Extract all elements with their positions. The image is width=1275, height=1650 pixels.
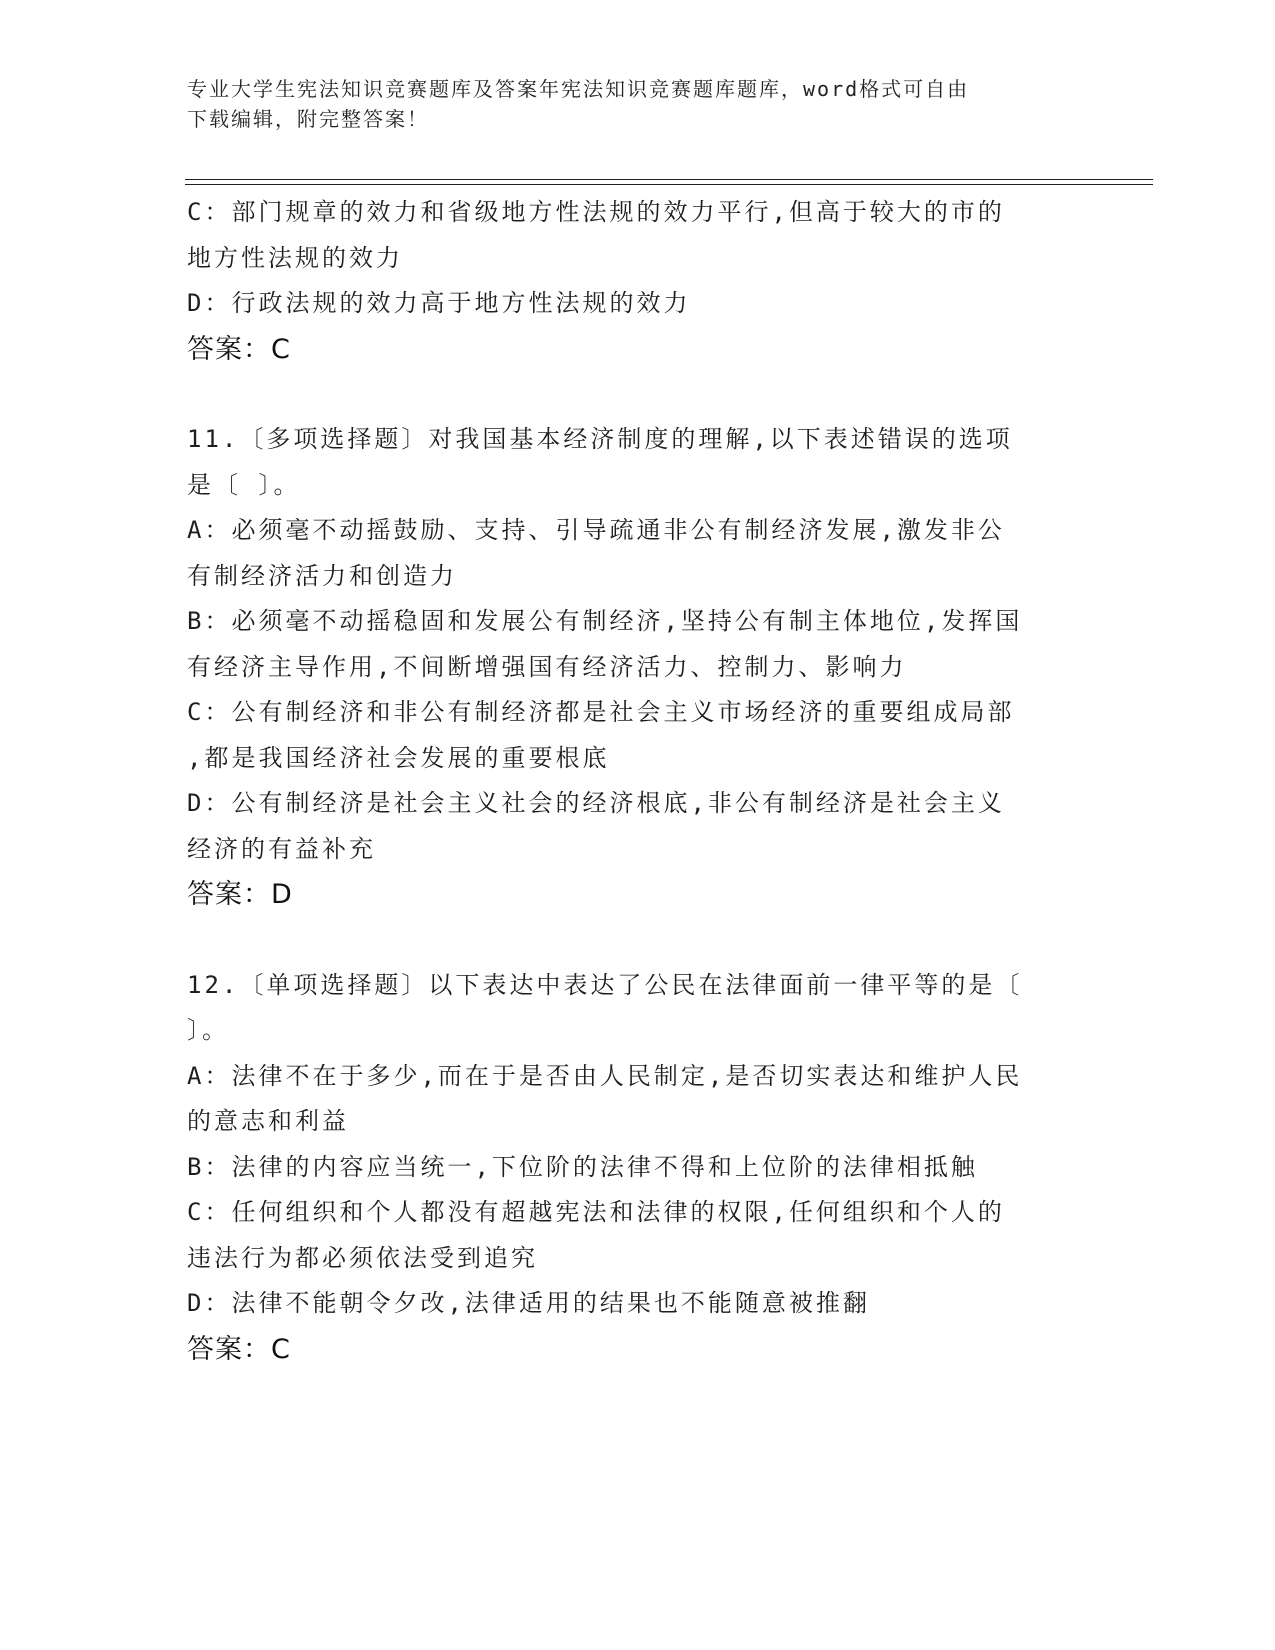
question-stem-line-1: 12.〔单项选择题〕以下表达中表达了公民在法律面前一律平等的是〔 bbox=[187, 970, 1023, 999]
question-stem-line-2: 是〔 〕。 bbox=[187, 470, 301, 499]
option-c-line-2: ,都是我国经济社会发展的重要根底 bbox=[187, 743, 610, 772]
option-a-line-1: A：法律不在于多少,而在于是否由人民制定,是否切实表达和维护人民 bbox=[187, 1061, 1023, 1090]
option-b-line-1: B：必须毫不动摇稳固和发展公有制经济,坚持公有制主体地位,发挥国 bbox=[187, 607, 1023, 635]
question-stem-line-1: 11.〔多项选择题〕对我国基本经济制度的理解,以下表述错误的选项 bbox=[187, 425, 1013, 453]
option-c-line-1: C：任何组织和个人都没有超越宪法和法律的权限,任何组织和个人的 bbox=[187, 1198, 1005, 1226]
option-c-line-1: C：公有制经济和非公有制经济都是社会主义市场经济的重要组成局部 bbox=[187, 698, 1015, 726]
option-d-line-1: D：公有制经济是社会主义社会的经济根底,非公有制经济是社会主义 bbox=[187, 789, 1005, 817]
document-header bbox=[187, 74, 1087, 134]
answer: 答案：C bbox=[187, 1333, 291, 1365]
option-c-line-2: 地方性法规的效力 bbox=[187, 243, 403, 272]
header-divider-top bbox=[185, 179, 1153, 180]
answer: 答案：D bbox=[187, 879, 293, 910]
question-stem-line-2: 〕。 bbox=[187, 1016, 229, 1044]
spacer bbox=[187, 918, 1067, 963]
question-11 bbox=[187, 417, 1067, 918]
option-a-line-1: A：必须毫不动摇鼓励、支持、引导疏通非公有制经济发展,激发非公 bbox=[187, 516, 1005, 544]
option-a-line-2: 的意志和利益 bbox=[187, 1107, 349, 1135]
option-c-line-1: C：部门规章的效力和省级地方性法规的效力平行,但高于较大的市的 bbox=[187, 198, 1005, 226]
option-b-line-2: 有经济主导作用,不间断增强国有经济活力、控制力、影响力 bbox=[187, 652, 907, 681]
option-a-line-2: 有制经济活力和创造力 bbox=[187, 561, 457, 590]
question-content bbox=[187, 190, 1067, 1372]
answer: 答案：C bbox=[187, 333, 291, 365]
question-12 bbox=[187, 963, 1067, 1373]
header-line-2: 下载编辑，附完整答案！ bbox=[187, 107, 429, 131]
option-d: D：行政法规的效力高于地方性法规的效力 bbox=[187, 289, 691, 317]
option-d-line-2: 经济的有益补充 bbox=[187, 834, 376, 863]
header-divider-bottom bbox=[185, 184, 1153, 185]
option-d: D：法律不能朝令夕改,法律适用的结果也不能随意被推翻 bbox=[187, 1289, 870, 1317]
option-c-line-2: 违法行为都必须依法受到追究 bbox=[187, 1243, 538, 1272]
spacer bbox=[187, 372, 1067, 417]
header-line-1: 专业大学生宪法知识竞赛题库及答案年宪法知识竞赛题库题库，word格式可自由 bbox=[187, 77, 970, 101]
question-10-fragment bbox=[187, 190, 1067, 372]
option-b: B：法律的内容应当统一,下位阶的法律不得和上位阶的法律相抵触 bbox=[187, 1152, 978, 1181]
